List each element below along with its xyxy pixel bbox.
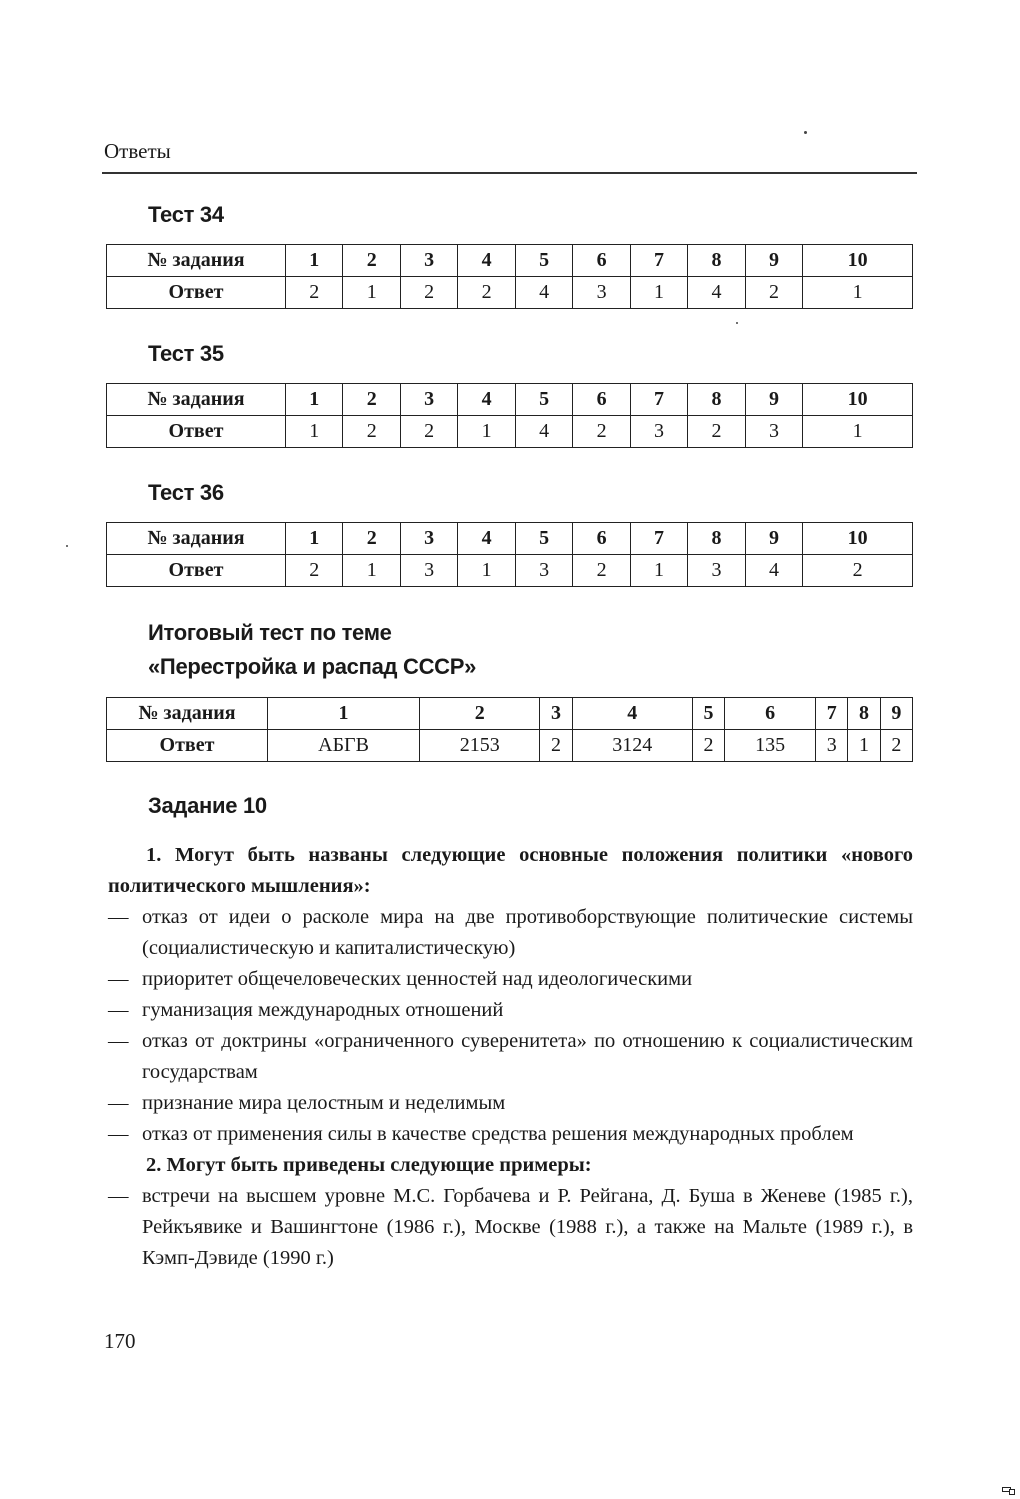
answer-row-cell: 1 (630, 555, 687, 587)
answer-row-cell: 2 (286, 277, 343, 309)
list-item (108, 995, 913, 1026)
answer-row-cell: 3 (816, 730, 848, 762)
test-34-table (106, 244, 913, 309)
answer-row-cell: 1 (803, 277, 913, 309)
answer-row-cell: 2 (573, 555, 630, 587)
task-number-row-cell: 10 (803, 245, 913, 277)
answer-row-cell: 2 (573, 416, 630, 448)
answer-row-cell: 1 (286, 416, 343, 448)
task-10-part1-lead: 1. Могут быть названы следующие основные положения политики «нового политического мышления»: (108, 844, 913, 897)
final-test-title-line1: Итоговый тест по теме (148, 620, 392, 645)
list-item-text: отказ от доктрины «ограниченного суверенитета» по отношению к социалистическим государствам (142, 1030, 913, 1083)
task-number-row-cell: 1 (286, 384, 343, 416)
scan-speck (66, 545, 68, 547)
task-number-row-cell: 6 (573, 245, 630, 277)
answer-row-cell: 1 (848, 730, 880, 762)
task-10-body (108, 840, 913, 1274)
task-number-row-cell: 7 (630, 245, 687, 277)
page-number: 170 (104, 1329, 136, 1353)
task-number-row-cell: 4 (458, 523, 515, 555)
task-number-row-cell: 2 (343, 245, 400, 277)
task-10-title: Задание 10 (148, 793, 267, 818)
task-number-row-label: № задания (107, 523, 286, 555)
answer-row (107, 555, 913, 587)
answer-row-cell: 2153 (420, 730, 540, 762)
answer-row-cell: 2 (343, 416, 400, 448)
task-number-row-cell: 7 (630, 523, 687, 555)
answer-row-cell: 2 (400, 277, 457, 309)
answer-row-cell: 4 (515, 277, 572, 309)
task-number-row-cell: 2 (343, 523, 400, 555)
task-number-row-cell: 3 (400, 384, 457, 416)
task-number-row-cell: 4 (572, 698, 692, 730)
task-number-row-cell: 10 (803, 523, 913, 555)
task-number-row-label: № задания (107, 245, 286, 277)
list-item (108, 964, 913, 995)
answer-row-cell: 2 (745, 277, 802, 309)
answer-row-cell: 4 (515, 416, 572, 448)
answer-row-cell: 3 (745, 416, 802, 448)
dash-bullet: — (108, 906, 129, 928)
answer-row (107, 416, 913, 448)
task-number-row-cell: 5 (692, 698, 724, 730)
task-number-row-cell: 5 (515, 523, 572, 555)
answer-row-cell: 2 (692, 730, 724, 762)
answer-row-label: Ответ (107, 277, 286, 309)
answer-row-label: Ответ (107, 555, 286, 587)
dash-bullet: — (108, 1030, 129, 1052)
header-rule (102, 172, 917, 174)
dash-bullet: — (108, 999, 129, 1021)
running-header: Ответы (104, 139, 171, 163)
task-number-row-cell: 7 (816, 698, 848, 730)
task-number-row-label: № задания (107, 698, 268, 730)
final-test-table (106, 697, 913, 762)
scan-speck (736, 322, 738, 324)
task-number-row-cell: 5 (515, 245, 572, 277)
task-number-row-cell: 4 (458, 245, 515, 277)
list-item-text: отказ от применения силы в качестве средства решения международных проблем (142, 1123, 854, 1145)
task-number-row-cell: 7 (630, 384, 687, 416)
test-34-title: Тест 34 (148, 202, 224, 227)
answer-row (107, 730, 913, 762)
answer-row-cell: 2 (286, 555, 343, 587)
answer-row-cell: 1 (630, 277, 687, 309)
task-number-row-cell: 2 (420, 698, 540, 730)
answer-row-cell: 3 (515, 555, 572, 587)
answer-row-cell: 4 (688, 277, 745, 309)
task-number-row-cell: 9 (880, 698, 912, 730)
test-35-title: Тест 35 (148, 341, 224, 366)
answer-row-cell: 1 (458, 416, 515, 448)
answer-row-cell: 2 (803, 555, 913, 587)
answer-row-cell: 135 (725, 730, 816, 762)
dash-bullet: — (108, 1123, 129, 1145)
list-item-text: отказ от идеи о расколе мира на две противоборствующие политические системы (социалистическую и капиталистическую) (142, 906, 913, 959)
scan-speck (804, 131, 807, 134)
task-number-row-cell: 10 (803, 384, 913, 416)
answer-row-label: Ответ (107, 730, 268, 762)
task-number-row (107, 245, 913, 277)
answer-row-cell: АБГВ (268, 730, 420, 762)
answer-row-cell: 2 (458, 277, 515, 309)
task-number-row-cell: 1 (286, 245, 343, 277)
list-item-text: признание мира целостным и неделимым (142, 1092, 506, 1114)
answer-row (107, 277, 913, 309)
answer-row-cell: 3 (400, 555, 457, 587)
task-number-row (107, 698, 913, 730)
dash-bullet: — (108, 968, 129, 990)
test-36-table (106, 522, 913, 587)
task-number-row (107, 523, 913, 555)
task-number-row-cell: 8 (848, 698, 880, 730)
dash-bullet: — (108, 1092, 129, 1114)
answer-row-cell: 3 (688, 555, 745, 587)
answer-row-cell: 1 (343, 555, 400, 587)
task-number-row-cell: 8 (688, 523, 745, 555)
task-number-row-cell: 2 (343, 384, 400, 416)
list-item (108, 1088, 913, 1119)
list-item (108, 1119, 913, 1150)
task-number-row-cell: 9 (745, 523, 802, 555)
task-number-row-cell: 9 (745, 384, 802, 416)
task-number-row-cell: 1 (286, 523, 343, 555)
task-number-row-cell: 6 (573, 384, 630, 416)
list-item-text: гуманизация международных отношений (142, 999, 504, 1021)
list-item (108, 1181, 913, 1274)
task-10-part1-list (108, 902, 913, 1150)
test-36-title: Тест 36 (148, 480, 224, 505)
task-number-row-cell: 3 (400, 245, 457, 277)
scan-corner-mark (1002, 1487, 1016, 1495)
answer-row-cell: 3 (630, 416, 687, 448)
answer-row-cell: 1 (343, 277, 400, 309)
answer-row-cell: 3 (573, 277, 630, 309)
answer-row-cell: 1 (458, 555, 515, 587)
task-number-row-cell: 5 (515, 384, 572, 416)
task-number-row-cell: 3 (540, 698, 572, 730)
task-10-part2-list (108, 1181, 913, 1274)
answer-row-cell: 2 (688, 416, 745, 448)
answer-row-label: Ответ (107, 416, 286, 448)
answer-row-cell: 4 (745, 555, 802, 587)
list-item-text: встречи на высшем уровне М.С. Горбачева и Р. Рейгана, Д. Буша в Женеве (1985 г.), Рейкъявике и Вашингтоне (1986 г.), Москве (1988 г.), а также на Мальте (1989 г.), в Кэмп-Дэвиде (1990 г.) (142, 1185, 913, 1269)
answer-row-cell: 2 (540, 730, 572, 762)
answer-row-cell: 2 (880, 730, 912, 762)
list-item (108, 1026, 913, 1088)
answer-row-cell: 2 (400, 416, 457, 448)
answer-row-cell: 3124 (572, 730, 692, 762)
task-10-part2-lead: 2. Могут быть приведены следующие примеры: (146, 1154, 592, 1176)
task-number-row-cell: 8 (688, 384, 745, 416)
list-item (108, 902, 913, 964)
task-number-row-cell: 6 (725, 698, 816, 730)
task-number-row-cell: 3 (400, 523, 457, 555)
list-item-text: приоритет общечеловеческих ценностей над идеологическими (142, 968, 693, 990)
test-35-table (106, 383, 913, 448)
task-number-row-cell: 6 (573, 523, 630, 555)
task-number-row-cell: 8 (688, 245, 745, 277)
task-number-row (107, 384, 913, 416)
task-number-row-label: № задания (107, 384, 286, 416)
answer-row-cell: 1 (803, 416, 913, 448)
task-number-row-cell: 4 (458, 384, 515, 416)
task-number-row-cell: 9 (745, 245, 802, 277)
task-number-row-cell: 1 (268, 698, 420, 730)
final-test-title-line2: «Перестройка и распад СССР» (148, 654, 477, 679)
dash-bullet: — (108, 1185, 129, 1207)
